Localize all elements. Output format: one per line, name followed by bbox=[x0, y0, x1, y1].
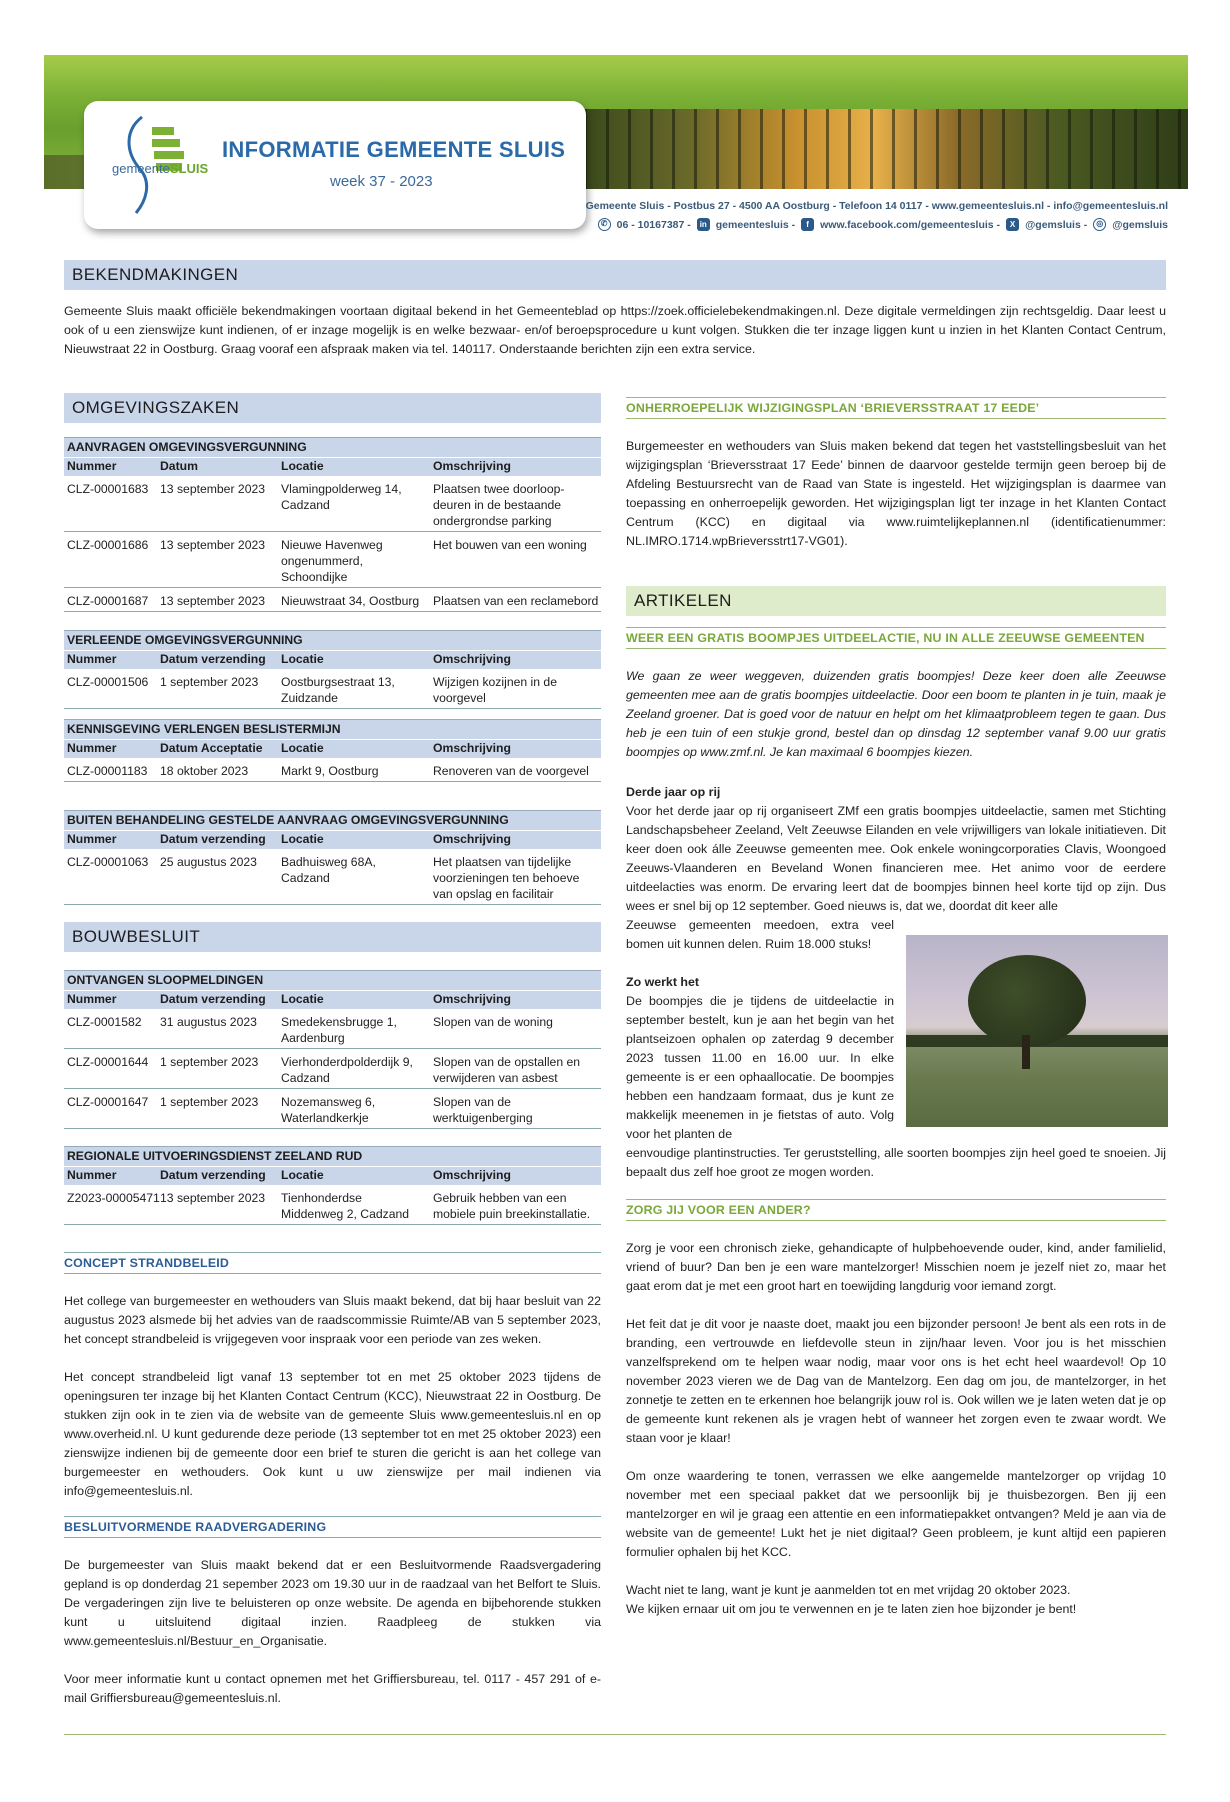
table-header-cell: Datum verzending bbox=[160, 1168, 266, 1182]
section-bekendmakingen: BEKENDMAKINGEN bbox=[64, 260, 1166, 290]
table-header-cell: Locatie bbox=[281, 459, 324, 473]
table-buiten-behandeling bbox=[64, 810, 601, 905]
table-cell: Plaatsen van een reclamebord bbox=[433, 594, 599, 608]
table-cell: 31 augustus 2023 bbox=[160, 1015, 257, 1029]
table-row bbox=[64, 588, 601, 612]
table-header-cell: Locatie bbox=[281, 741, 324, 755]
banner-trees bbox=[584, 109, 1188, 189]
boompjes-intro: We gaan ze weer weggeven, duizenden gratis boompjes! Deze keer doen alle Zeeuwse gemeenten mee aan de gratis boompjes uitdeelactie. Door een boom te planten in je tuin, maak je Zeeland groener. Dat is goed voor de natuur en helpt om het klimaatprobleem tegen te gaan. Dus heb je een tuin of een stukje grond, bestel dan op dinsdag 12 september vanaf 9.00 uur gratis boompjes op www.zmf.nl. Je kan maximaal 6 boompjes kiezen. bbox=[626, 669, 1166, 759]
table-caption: AANVRAGEN OMGEVINGSVERGUNNING bbox=[64, 437, 601, 457]
table-cell: CLZ-00001506 bbox=[67, 675, 149, 689]
table-header-cell: Nummer bbox=[67, 832, 117, 846]
table-header-cell: Datum verzending bbox=[160, 832, 266, 846]
table-cell: Z2023-00005471 bbox=[67, 1191, 160, 1205]
table-header-cell: Nummer bbox=[67, 992, 117, 1006]
bekendmakingen-text: Gemeente Sluis maakt officiële bekendmakingen voortaan digitaal bekend in het Gemeenteblad op https://zoek.officielebekendmakingen.nl. Deze digitale vermeldingen zijn rechtsgeldig. Daar leest u ook of u een zienswijze kunt indienen, of er inzage mogelijk is en welke bezwaar- en/of beroepsprocedure u kunt volgen. Stukken die ter inzage liggen kunt u inzien in het Klanten Contact Centrum, Nieuwstraat 22 in Oostburg. Graag vooraf een afspraak maken via tel. 140117. Onderstaande berichten zijn een extra service. bbox=[64, 304, 1166, 356]
section-artikelen: ARTIKELEN bbox=[626, 586, 1166, 616]
week-label: week 37 - 2023 bbox=[330, 173, 433, 190]
table-row bbox=[64, 1089, 601, 1129]
page-title: INFORMATIE GEMEENTE SLUIS bbox=[222, 137, 566, 162]
table-header-cell: Locatie bbox=[281, 992, 324, 1006]
table-row bbox=[64, 476, 601, 532]
boompjes-p2: De boompjes die je tijdens de uitdeelactie in september bestelt, kun je aan het begin van het plantseizoen ophalen op zaterdag 9 december 2023 tussen 11.00 en 16.00 uur. In elke gemeente is er een ophaallocatie. De boompjes hebben een handzaam formaat, dus je kunt ze makkelijk meenemen in je fietstas of auto. Volg voor het planten de bbox=[626, 994, 894, 1141]
footer-divider bbox=[64, 1734, 1166, 1735]
table-rud bbox=[64, 1146, 601, 1225]
table-cell: CLZ-00001686 bbox=[67, 538, 149, 552]
table-header-row bbox=[64, 1166, 601, 1185]
strandbeleid-p1: Het college van burgemeester en wethouders van Sluis maakt bekend, dat bij haar besluit van 22 augustus 2023 alsmede bij het advies van de raadscommissie Ruimte/AB van 5 september 2023, het concept strandbeleid is vrijgegeven voor inspraak voor een periode van zes weken. bbox=[64, 1294, 601, 1346]
table-cell: Het bouwen van een woning bbox=[433, 538, 587, 552]
section-omgevingszaken: OMGEVINGSZAKEN bbox=[64, 393, 601, 423]
table-cell: 1 september 2023 bbox=[160, 1095, 259, 1109]
raadvergadering-p2: Voor meer informatie kunt u contact opnemen met het Griffiersbureau, tel. 0117 - 457 291 of e-mail Griffiersbureau@gemeentesluis.nl. bbox=[64, 1672, 601, 1705]
contact-line: Gemeente Sluis - Postbus 27 - 4500 AA Oostburg - Telefoon 14 0117 - www.gemeentesluis.nl - info@gemeentesluis.nl bbox=[585, 200, 1168, 212]
table-header-cell: Datum verzending bbox=[160, 992, 266, 1006]
x-handle[interactable]: @gemsluis - bbox=[1025, 218, 1088, 231]
tree-photo bbox=[906, 935, 1168, 1127]
table-cell: 13 september 2023 bbox=[160, 1191, 266, 1205]
table-header-cell: Nummer bbox=[67, 1168, 117, 1182]
heading-boompjes: WEER EEN GRATIS BOOMPJES UITDEELACTIE, NU IN ALLE ZEEUWSE GEMEENTEN bbox=[626, 627, 1166, 649]
linkedin-handle[interactable]: gemeentesluis - bbox=[715, 218, 796, 231]
table-cell: Het plaatsen van tijdelijke voorzieningen ten behoeve van opslag en facilitair bbox=[433, 855, 580, 901]
facebook-icon: f bbox=[801, 218, 814, 231]
table-row bbox=[64, 532, 601, 588]
table-header-cell: Datum Acceptatie bbox=[160, 741, 263, 755]
heading-raadvergadering: BESLUITVORMENDE RAADVERGADERING bbox=[64, 1516, 601, 1538]
table-cell: Plaatsen twee doorloop-deuren in de bestaande ondergrondse parking bbox=[433, 482, 565, 528]
table-aanvragen bbox=[64, 437, 601, 612]
table-cell: 25 augustus 2023 bbox=[160, 855, 257, 869]
tree-crown-shape bbox=[968, 955, 1086, 1047]
table-cell: Slopen van de werktuigenberging bbox=[433, 1095, 533, 1125]
table-caption: ONTVANGEN SLOOPMELDINGEN bbox=[64, 970, 601, 990]
table-cell: Tienhonderdse Middenweg 2, Cadzand bbox=[281, 1191, 410, 1221]
table-header-cell: Nummer bbox=[67, 459, 117, 473]
table-header-row bbox=[64, 650, 601, 669]
heading-strandbeleid: CONCEPT STRANDBELEID bbox=[64, 1252, 601, 1274]
strandbeleid-p2: Het concept strandbeleid ligt vanaf 13 september tot en met 25 oktober 2023 tijdens de openingsuren ter inzage bij het Klanten Contact Centrum (KCC), Nieuwstraat 22 in Oostburg. De stukken zijn ook in te zien via de website van de gemeente Sluis www.gemeentesluis.nl en op www.overheid.nl. U kunt gedurende deze periode (13 september tot en met 25 oktober 2023) een zienswijze indienen bij de gemeente door een brief te sturen die gericht is aan het college van burgemeester en wethouders. Ook kunt u uw zienswijze per mail indienen via info@gemeentesluis.nl. bbox=[64, 1370, 601, 1498]
table-header-cell: Datum bbox=[160, 459, 198, 473]
table-header-cell: Omschrijving bbox=[433, 1168, 511, 1182]
table-header-row bbox=[64, 457, 601, 476]
raadvergadering-p1: De burgemeester van Sluis maakt bekend dat er een Besluitvormende Raadsvergadering gepland is op donderdag 21 sepember 2023 om 19.30 uur in de raadzaal van het Belfort te Sluis. De vergaderingen zijn live te beluisteren op onze website. De agenda en bijbehorende stukken kunt u uitsluitend digitaal inzien. Raadpleeg de stukken via www.gemeentesluis.nl/Bestuur_en_Organisatie. bbox=[64, 1558, 601, 1648]
table-cell: Nieuwstraat 34, Oostburg bbox=[281, 594, 420, 608]
table-header-cell: Datum verzending bbox=[160, 652, 266, 666]
table-caption: VERLEENDE OMGEVINGSVERGUNNING bbox=[64, 630, 601, 650]
table-header-cell: Locatie bbox=[281, 652, 324, 666]
table-cell: Vlamingpolderweg 14, Cadzand bbox=[281, 482, 402, 512]
table-cell: Badhuisweg 68A, Cadzand bbox=[281, 855, 376, 885]
table-cell: 13 september 2023 bbox=[160, 594, 266, 608]
table-cell: Gebruik hebben van een mobiele puin breekinstallatie. bbox=[433, 1191, 591, 1221]
table-cell: 18 oktober 2023 bbox=[160, 764, 249, 778]
table-caption: KENNISGEVING VERLENGEN BESLISTERMIJN bbox=[64, 719, 601, 739]
wijzigingsplan-text: Burgemeester en wethouders van Sluis maken bekend dat tegen het vaststellingsbesluit van het wijzigingsplan ‘Brieversstraat 17 Eede’ binnen de daarvoor gestelde termijn geen beroep bij de Afdeling Bestuursrecht van de Raad van State is ingesteld. Het wijzigingsplan is daarmee van toepassing en onherroepelijk geworden. Het wijzigingsplan ligt ter inzage in het Klanten Contact Centrum (KCC) en digitaal via www.ruimtelijkeplannen.nl (identificatienummer: NL.IMRO.1714.wpBrieversstrt17-VG01). bbox=[626, 439, 1166, 548]
table-cell: 13 september 2023 bbox=[160, 538, 266, 552]
table-header-row bbox=[64, 990, 601, 1009]
table-cell: Slopen van de woning bbox=[433, 1015, 553, 1029]
boompjes-subheading-1: Derde jaar op rij bbox=[626, 785, 721, 799]
instagram-handle[interactable]: @gemsluis bbox=[1112, 218, 1168, 231]
table-cell: Slopen van de opstallen en verwijderen van asbest bbox=[433, 1055, 581, 1085]
table-row bbox=[64, 669, 601, 709]
table-header-cell: Omschrijving bbox=[433, 992, 511, 1006]
table-cell: Nozemansweg 6, Waterlandkerkje bbox=[281, 1095, 376, 1125]
social-line bbox=[596, 218, 1168, 231]
table-caption: BUITEN BEHANDELING GESTELDE AANVRAAG OMGEVINGSVERGUNNING bbox=[64, 810, 601, 830]
table-cell: CLZ-00001644 bbox=[67, 1055, 149, 1069]
table-cell: 1 september 2023 bbox=[160, 675, 259, 689]
instagram-icon: ◎ bbox=[1093, 218, 1106, 231]
table-cell: CLZ-0001582 bbox=[67, 1015, 142, 1029]
x-icon: X bbox=[1006, 218, 1019, 231]
table-sloopmeldingen bbox=[64, 970, 601, 1129]
table-cell: CLZ-00001647 bbox=[67, 1095, 149, 1109]
whatsapp-icon: ✆ bbox=[598, 218, 611, 231]
table-row bbox=[64, 1185, 601, 1225]
heading-wijzigingsplan: ONHERROEPELIJK WIJZIGINGSPLAN ‘BRIEVERSSTRAAT 17 EEDE’ bbox=[626, 397, 1166, 419]
table-cell: Vierhonderdpolderdijk 9, Cadzand bbox=[281, 1055, 413, 1085]
table-header-row bbox=[64, 739, 601, 758]
table-header-cell: Nummer bbox=[67, 741, 117, 755]
table-cell: CLZ-00001183 bbox=[67, 764, 148, 778]
table-header-cell: Omschrijving bbox=[433, 459, 511, 473]
table-header-cell: Locatie bbox=[281, 1168, 324, 1182]
table-row bbox=[64, 758, 601, 782]
table-row bbox=[64, 849, 601, 905]
table-cell: Nieuwe Havenweg ongenummerd, Schoondijke bbox=[281, 538, 383, 584]
table-verleende bbox=[64, 630, 601, 709]
table-verlengen bbox=[64, 719, 601, 782]
table-header-cell: Nummer bbox=[67, 652, 117, 666]
mantelzorg-p4: Wacht niet te lang, want je kunt je aanmelden tot en met vrijdag 20 oktober 2023. bbox=[626, 1583, 1071, 1597]
table-cell: 1 september 2023 bbox=[160, 1055, 259, 1069]
table-row bbox=[64, 1009, 601, 1049]
facebook-link[interactable]: www.facebook.com/gemeentesluis - bbox=[820, 218, 1001, 231]
boompjes-p1: Voor het derde jaar op rij organiseert ZMf een gratis boompjes uitdeelactie, samen met Stichting Landschapsbeheer Zeeland, Velt Zeeuwse Eilanden en vele vrijwilligers van lokale initiatieven. Dit keer doen ook álle Zeeuwse gemeenten mee. Ook enkele woningcorporaties Clavis, Woongoed Zeeuws-Vlaanderen en Beveland Wonen financieren mee. Het animo voor de eerdere uitdeelacties was enorm. De ervaring leert dat de boompjes binnen heel korte tijd op zijn. Dus wees er snel bij op 12 september. Goed nieuws is, dat we, doordat dit keer alle bbox=[626, 804, 1166, 913]
boompjes-p1b: Zeeuwse gemeenten meedoen, extra veel bomen uit kunnen delen. Ruim 18.000 stuks! bbox=[626, 918, 894, 951]
table-cell: CLZ-00001683 bbox=[67, 482, 149, 496]
section-bouwbesluit: BOUWBESLUIT bbox=[64, 922, 601, 952]
table-header-cell: Omschrijving bbox=[433, 652, 511, 666]
mantelzorg-p1: Zorg je voor een chronisch zieke, gehandicapte of hulpbehoevende ouder, kind, ander familielid, vriend of buur? Dan ben je een ware mantelzorger! Misschien noem je jezelf niet zo, maar het gaat erom dat je met een groot hart en toewijding langdurig voor iemand zorgt. bbox=[626, 1241, 1166, 1293]
boompjes-subheading-2: Zo werkt het bbox=[626, 975, 699, 989]
table-cell: Wijzigen kozijnen in de voorgevel bbox=[433, 675, 557, 705]
boompjes-p2b: eenvoudige plantinstructies. Ter geruststelling, alle soorten boompjes zijn heel goed te snoeien. Jij bepaalt dus zelf hoe groot ze mogen worden. bbox=[626, 1146, 1166, 1179]
whatsapp-number[interactable]: 06 - 10167387 - bbox=[616, 218, 691, 231]
logo-wordmark: gemeenteSLUIS bbox=[112, 161, 209, 176]
heading-mantelzorg: ZORG JIJ VOOR EEN ANDER? bbox=[626, 1199, 1166, 1221]
table-header-cell: Locatie bbox=[281, 832, 324, 846]
table-header-cell: Omschrijving bbox=[433, 741, 511, 755]
table-cell: Smedekensbrugge 1, Aardenburg bbox=[281, 1015, 397, 1045]
tree-trunk-shape bbox=[1022, 1035, 1030, 1069]
mantelzorg-p5: We kijken ernaar uit om jou te verwennen en je te laten zien hoe bijzonder je bent! bbox=[626, 1602, 1077, 1616]
table-cell: 13 september 2023 bbox=[160, 482, 266, 496]
table-cell: Renoveren van de voorgevel bbox=[433, 764, 589, 778]
mantelzorg-p3: Om onze waardering te tonen, verrassen we elke aangemelde mantelzorger op vrijdag 10 november met een speciaal pakket dat we persoonlijk bij je thuisbezorgen. Ben jij een mantelzorger en wil je graag een attentie en een informatiepakket ontvangen? Meld je aan via de website van de gemeente! Lukt het je niet digitaal? Geen probleem, je kunt altijd een papieren formulier ophalen bij het KCC. bbox=[626, 1469, 1166, 1559]
table-cell: Oostburgsestraat 13, Zuidzande bbox=[281, 675, 395, 705]
table-caption: REGIONALE UITVOERINGSDIENST ZEELAND RUD bbox=[64, 1146, 601, 1166]
table-cell: Markt 9, Oostburg bbox=[281, 764, 379, 778]
table-header-row bbox=[64, 830, 601, 849]
table-header-cell: Omschrijving bbox=[433, 832, 511, 846]
mantelzorg-p2: Het feit dat je dit voor je naaste doet, maakt jou een bijzonder persoon! Je bent als een rots in de branding, een vertrouwde en liefdevolle steun in zijn/haar leven. Voor jou is het misschien vanzelfsprekend om te helpen waar nodig, maar voor ons is het echt heel waardevol! Op 10 november 2023 vieren we de Dag van de Mantelzorg. Een dag om jou, de mantelzorger, in het zonnetje te zetten en te erkennen hoe belangrijk jouw rol is. Ook willen we je laten weten dat je op de gemeente kunt rekenen als je vragen hebt of wanneer het zorgen even te zwaar wordt. We staan voor je klaar! bbox=[626, 1317, 1166, 1445]
table-cell: CLZ-00001063 bbox=[67, 855, 149, 869]
table-row bbox=[64, 1049, 601, 1089]
table-cell: CLZ-00001687 bbox=[67, 594, 149, 608]
header-logo-box bbox=[84, 101, 586, 229]
linkedin-icon: in bbox=[697, 218, 710, 231]
